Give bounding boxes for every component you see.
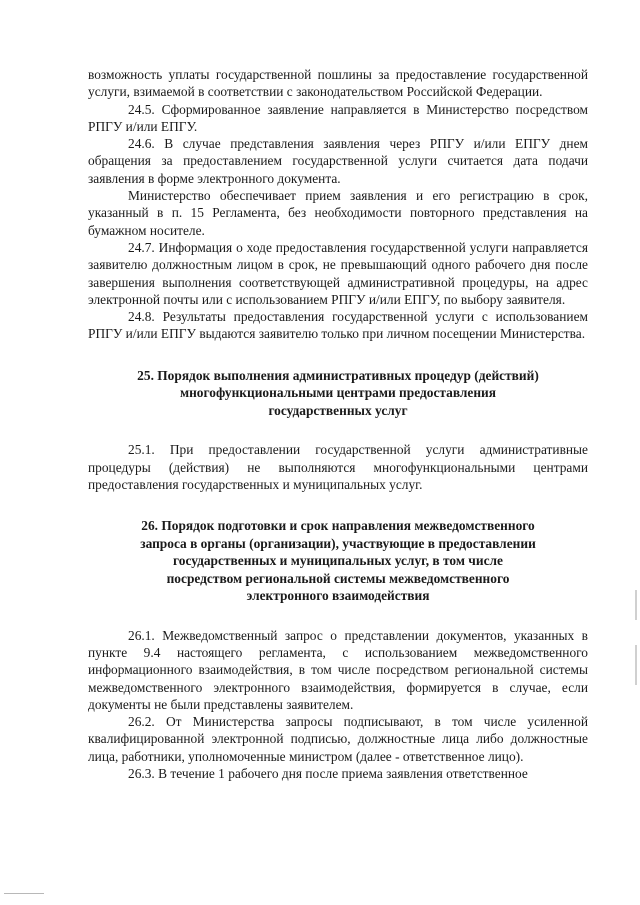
heading-line: электронного взаимодействия — [246, 588, 430, 604]
paragraph: 26.2. От Министерства запросы подписывают, в том числе усиленной квалифицированной электронной подписью, должностные лица либо должностные лица, работники, уполномоченные министром (далее - ответственное лицо). — [88, 714, 588, 764]
scan-margin-mark — [635, 645, 637, 685]
section-26-heading — [88, 517, 588, 605]
paragraph: 24.7. Информация о ходе предоставления государственной услуги направляется заявителю должностным лицом в срок, не превышающий одного рабочего дня после завершения выполнения соответствующей административной процедуры, на адрес электронной почты или с использованием РПГУ и/или ЕПГУ, по выбору заявителя. — [88, 239, 588, 307]
paragraph: 24.8. Результаты предоставления государственной услуги с использованием РПГУ и/или ЕПГУ выдаются заявителю только при личном посещении Министерства. — [88, 309, 588, 342]
paragraph: возможность уплаты государственной пошлины за предоставление государственной услуги, взимаемой в соответствии с законодательством Российской Федерации. — [88, 67, 588, 100]
heading-line: 25. Порядок выполнения административных процедур (действий) — [137, 367, 539, 383]
paragraph: 24.5. Сформированное заявление направляется в Министерство посредством РПГУ и/или ЕПГУ. — [88, 101, 588, 134]
document-body — [88, 66, 588, 782]
paragraph: 25.1. При предоставлении государственной услуги административные процедуры (действия) не выполняются многофункциональными центрами предоставления государственных и муниципальных услуг. — [88, 442, 588, 492]
heading-line: 26. Порядок подготовки и срок направления межведомственного — [141, 518, 535, 534]
heading-line: государственных и муниципальных услуг, в том числе — [173, 553, 503, 569]
section-25-body — [88, 441, 588, 493]
section-25-heading — [88, 367, 588, 420]
scan-corner-mark — [4, 893, 44, 894]
heading-line: государственных услуг — [268, 402, 408, 418]
heading-line: посредством региональной системы межведомственного — [166, 570, 510, 586]
paragraph: Министерство обеспечивает прием заявления и его регистрацию в срок, указанный в п. 15 Регламента, без необходимости повторного представления на бумажном носителе. — [88, 188, 588, 238]
scan-margin-mark — [635, 590, 637, 620]
heading-line: запроса в органы (организации), участвующие в предоставлении — [140, 535, 536, 551]
paragraph: 26.1. Межведомственный запрос о представлении документов, указанных в пункте 9.4 настоящего регламента, с использованием межведомственного информационного взаимодействия, в том числе посредством региональной системы межведомственного электронного взаимодействия, формируется в случае, если документы не были представлены заявителем. — [88, 627, 588, 712]
section-26-body — [88, 627, 588, 783]
paragraph: 26.3. В течение 1 рабочего дня после приема заявления ответственное — [128, 766, 528, 782]
paragraph: 24.6. В случае представления заявления через РПГУ и/или ЕПГУ днем обращения за предоставлением государственной услуги считается дата подачи заявления в форме электронного документа. — [88, 136, 588, 186]
section-24-continuation — [88, 66, 588, 343]
heading-line: многофункциональными центрами предоставления — [179, 385, 497, 401]
